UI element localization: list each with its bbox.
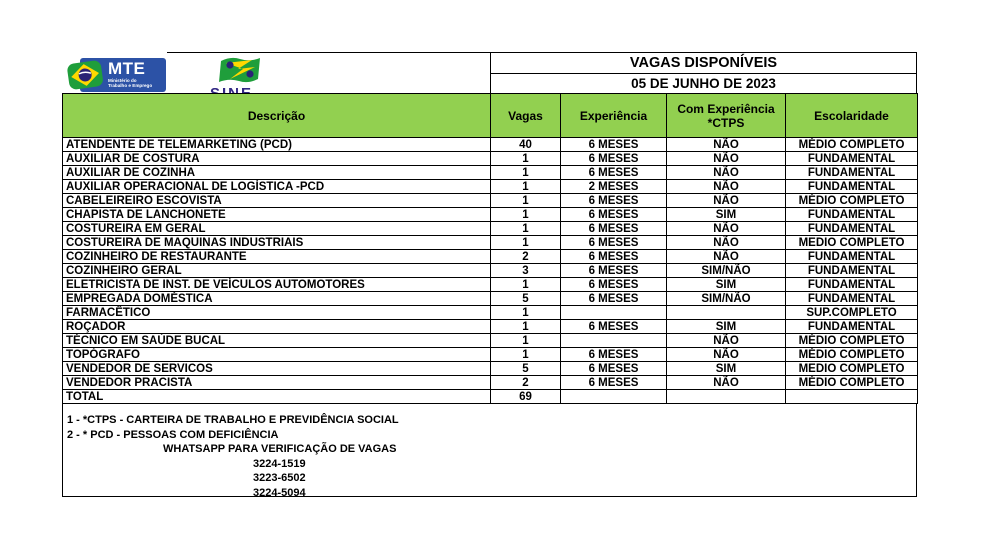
mte-logo-title: MTE <box>108 59 146 78</box>
column-header-escolaridade: Escolaridade <box>786 94 918 138</box>
table-cell: NÃO <box>667 376 786 390</box>
table-cell: ELETRICISTA DE INST. DE VEÍCULOS AUTOMOTORES <box>63 278 491 292</box>
table-row <box>63 390 918 404</box>
table-cell: MÉDIO COMPLETO <box>786 348 918 362</box>
table-cell: FUNDAMENTAL <box>786 278 918 292</box>
table-cell: 2 <box>491 250 561 264</box>
footer-box <box>62 403 917 497</box>
table-cell <box>667 306 786 320</box>
table-cell: ATENDENTE DE TELEMARKETING (PCD) <box>63 138 491 152</box>
footer-whatsapp-label: WHATSAPP PARA VERIFICAÇÃO DE VAGAS <box>163 443 397 455</box>
table-cell: FUNDAMENTAL <box>786 152 918 166</box>
table-cell: 1 <box>491 278 561 292</box>
table-cell: VENDEDOR PRACISTA <box>63 376 491 390</box>
table-cell: AUXILIAR DE COZINHA <box>63 166 491 180</box>
table-cell: NÃO <box>667 222 786 236</box>
column-header-com-experiencia-ctps <box>667 94 786 138</box>
column-header-com-experiencia-line1: Com Experiência <box>677 101 775 116</box>
table-cell: 1 <box>491 348 561 362</box>
table-cell: EMPREGADA DOMÉSTICA <box>63 292 491 306</box>
table-cell: 1 <box>491 208 561 222</box>
table-cell: 5 <box>491 292 561 306</box>
table-cell: 1 <box>491 166 561 180</box>
table-cell: COSTUREIRA EM GERAL <box>63 222 491 236</box>
page-date: 05 DE JUNHO DE 2023 <box>631 75 776 91</box>
table-cell: SIM/NÃO <box>667 264 786 278</box>
table-cell: 6 MESES <box>561 138 667 152</box>
table-cell: 6 MESES <box>561 362 667 376</box>
table-row <box>63 222 918 236</box>
table-row <box>63 180 918 194</box>
table-cell: CABELEIREIRO ESCOVISTA <box>63 194 491 208</box>
table-row <box>63 334 918 348</box>
table-cell: MEDIO COMPLETO <box>786 236 918 250</box>
table-row <box>63 208 918 222</box>
table-row <box>63 138 918 152</box>
footer-note-pcd: 2 - * PCD - PESSOAS COM DEFICIÊNCIA <box>67 428 279 441</box>
table-cell <box>667 390 786 404</box>
table-cell: NÃO <box>667 348 786 362</box>
table-cell: ROÇADOR <box>63 320 491 334</box>
table-cell: COZINHEIRO GERAL <box>63 264 491 278</box>
table-cell: 3 <box>491 264 561 278</box>
table-cell: 2 <box>491 376 561 390</box>
table-cell: 6 MESES <box>561 278 667 292</box>
table-cell <box>786 390 918 404</box>
footer-phone-2: 3223-6502 <box>253 472 306 484</box>
table-cell: MÉDIO COMPLETO <box>786 334 918 348</box>
table-cell: SIM/NÃO <box>667 292 786 306</box>
table-cell: COSTUREIRA DE MAQUINAS INDUSTRIAIS <box>63 236 491 250</box>
table-cell: 6 MESES <box>561 376 667 390</box>
table-cell: AUXILIAR OPERACIONAL DE LOGÌSTICA -PCD <box>63 180 491 194</box>
table-cell: 1 <box>491 194 561 208</box>
table-cell: CHAPISTA DE LANCHONETE <box>63 208 491 222</box>
column-header-experiencia: Experiência <box>561 94 667 138</box>
vacancies-table <box>62 93 918 404</box>
footer-note-ctps: 1 - *CTPS - CARTEIRA DE TRABALHO E PREVIDÊNCIA SOCIAL <box>67 414 399 426</box>
table-cell: 6 MESES <box>561 166 667 180</box>
mte-logo-subtitle <box>108 78 152 89</box>
table-cell: 6 MESES <box>561 222 667 236</box>
table-cell <box>561 390 667 404</box>
table-row <box>63 250 918 264</box>
table-cell: 6 MESES <box>561 236 667 250</box>
table-cell: FUNDAMENTAL <box>786 208 918 222</box>
table-cell: NÃO <box>667 166 786 180</box>
page-title: VAGAS DISPONÍVEIS <box>491 53 916 74</box>
table-cell: NÃO <box>667 194 786 208</box>
table-cell: 69 <box>491 390 561 404</box>
table-cell: NÃO <box>667 138 786 152</box>
table-cell: COZINHEIRO DE RESTAURANTE <box>63 250 491 264</box>
table-cell: FUNDAMENTAL <box>786 292 918 306</box>
table-cell: FARMACÊTICO <box>63 306 491 320</box>
table-cell: FUNDAMENTAL <box>786 320 918 334</box>
table-row <box>63 194 918 208</box>
table-cell: NÃO <box>667 250 786 264</box>
table-header-row <box>63 94 918 138</box>
table-cell: 1 <box>491 222 561 236</box>
table-cell: FUNDAMENTAL <box>786 180 918 194</box>
table-cell: 1 <box>491 152 561 166</box>
column-header-vagas: Vagas <box>491 94 561 138</box>
table-cell <box>561 334 667 348</box>
table-cell: MÉDIO COMPLETO <box>786 376 918 390</box>
table-cell: NÃO <box>667 152 786 166</box>
table-row <box>63 306 918 320</box>
table-cell: MEDIO COMPLETO <box>786 362 918 376</box>
table-cell: FUNDAMENTAL <box>786 166 918 180</box>
table-row <box>63 292 918 306</box>
footer-phone-1: 3224-1519 <box>253 457 306 470</box>
table-cell: NÃO <box>667 180 786 194</box>
sine-flag-icon <box>216 56 264 86</box>
table-row <box>63 320 918 334</box>
brazil-flag-icon <box>64 53 106 96</box>
table-cell: 1 <box>491 236 561 250</box>
table-row <box>63 376 918 390</box>
table-cell: FUNDAMENTAL <box>786 264 918 278</box>
table-cell: MÉDIO COMPLETO <box>786 194 918 208</box>
table-cell: TOTAL <box>63 390 491 404</box>
footer-phone-3: 3224-5094 <box>253 486 306 499</box>
table-cell: SUP.COMPLETO <box>786 306 918 320</box>
mte-logo-subtitle-line1: Ministério do <box>108 78 137 83</box>
table-cell: 2 MESES <box>561 180 667 194</box>
table-cell: AUXILIAR DE COSTURA <box>63 152 491 166</box>
table-cell: SIM <box>667 278 786 292</box>
table-cell: 1 <box>491 180 561 194</box>
table-cell: TOPÓGRAFO <box>63 348 491 362</box>
table-cell: SIM <box>667 208 786 222</box>
title-box <box>490 52 917 94</box>
table-cell: NÃO <box>667 334 786 348</box>
column-header-ctps-line2: *CTPS <box>707 115 745 130</box>
table-cell: 6 MESES <box>561 292 667 306</box>
table-cell: FUNDAMENTAL <box>786 250 918 264</box>
table-cell: 6 MESES <box>561 208 667 222</box>
table-cell: 1 <box>491 334 561 348</box>
table-cell: TÉCNICO EM SAÚDE BUCAL <box>63 334 491 348</box>
table-cell: 6 MESES <box>561 152 667 166</box>
column-header-descricao: Descrição <box>63 94 491 138</box>
table-cell: SIM <box>667 362 786 376</box>
table-cell: SIM <box>667 320 786 334</box>
table-cell: 5 <box>491 362 561 376</box>
table-cell: 6 MESES <box>561 264 667 278</box>
table-cell: MÉDIO COMPLETO <box>786 138 918 152</box>
table-cell: 6 MESES <box>561 194 667 208</box>
table-cell: NÃO <box>667 236 786 250</box>
table-row <box>63 152 918 166</box>
mte-logo <box>64 53 166 96</box>
mte-logo-subtitle-line2: Trabalho e Emprego <box>108 83 153 89</box>
table-top-border <box>167 52 491 53</box>
table-cell: 40 <box>491 138 561 152</box>
table-row <box>63 348 918 362</box>
table-row <box>63 362 918 376</box>
table-row <box>63 264 918 278</box>
table-row <box>63 278 918 292</box>
table-cell: 6 MESES <box>561 320 667 334</box>
table-cell: 6 MESES <box>561 250 667 264</box>
table-cell: 1 <box>491 306 561 320</box>
table-cell: 6 MESES <box>561 348 667 362</box>
table-row <box>63 166 918 180</box>
table-row <box>63 236 918 250</box>
table-header <box>63 94 918 138</box>
table-cell: VENDEDOR DE SERVICOS <box>63 362 491 376</box>
table-cell: FUNDAMENTAL <box>786 222 918 236</box>
table-body <box>63 138 918 404</box>
table-cell: 1 <box>491 320 561 334</box>
table-cell <box>561 306 667 320</box>
